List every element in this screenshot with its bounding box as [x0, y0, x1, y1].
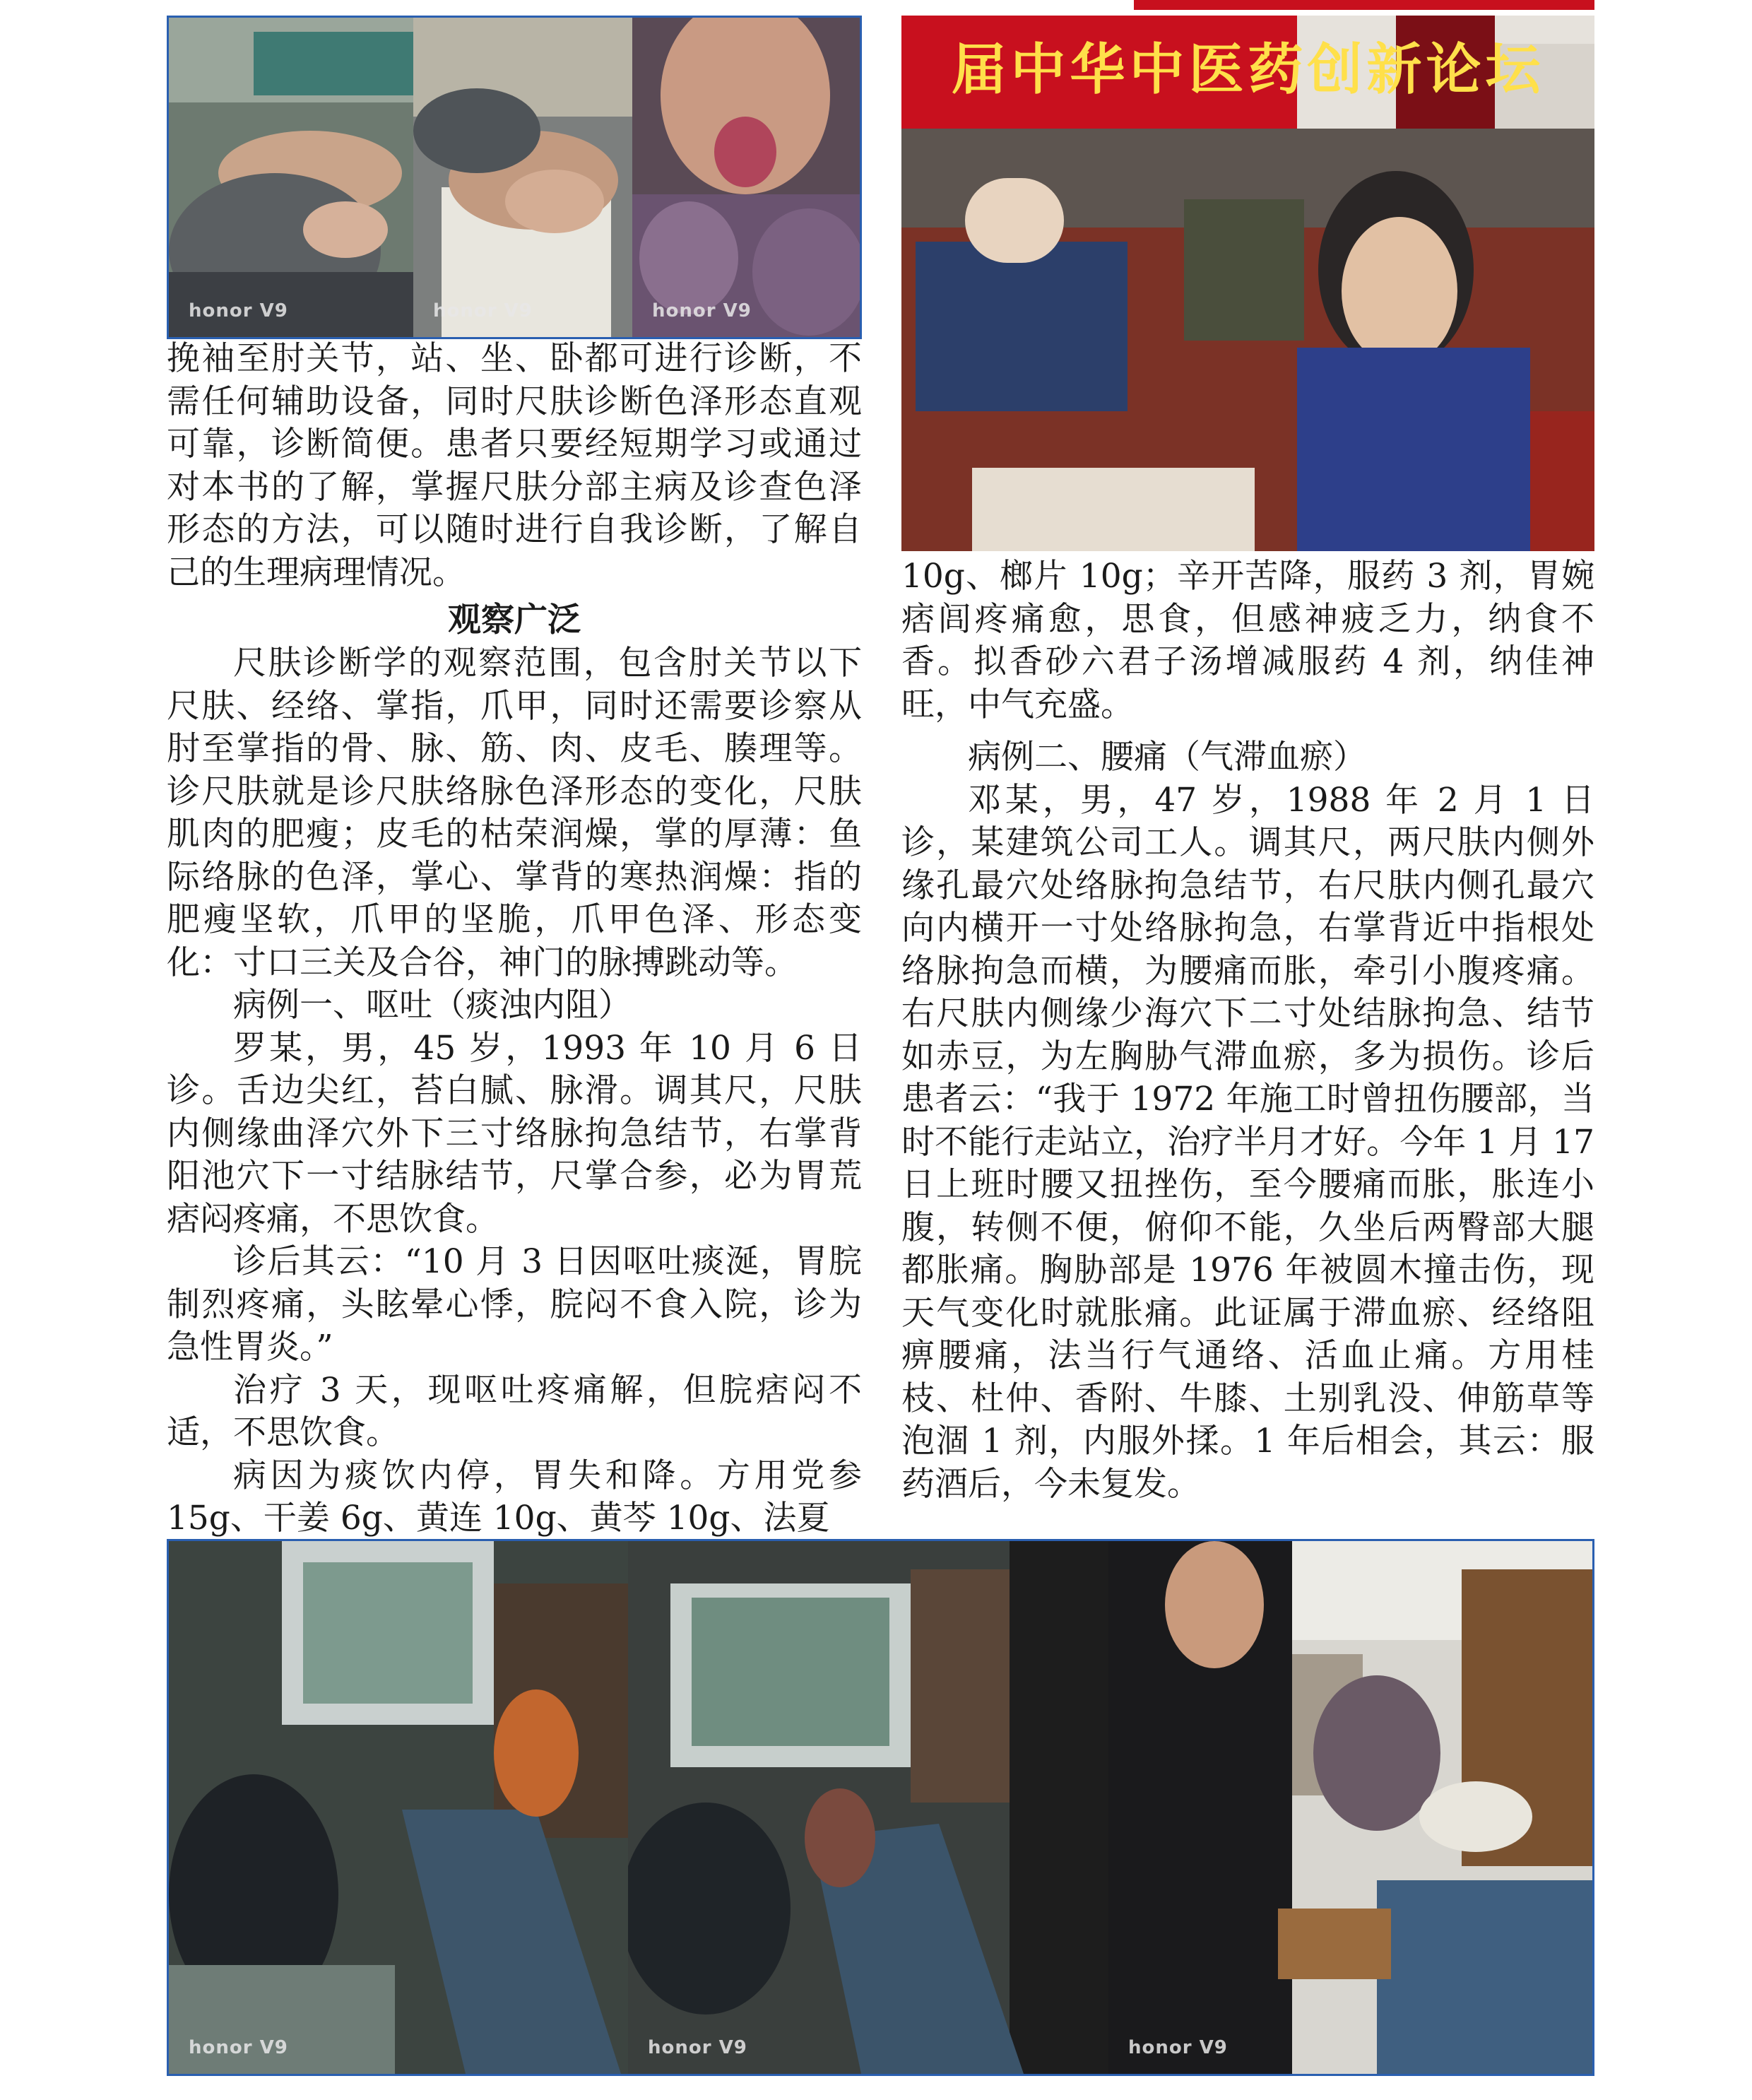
conference-banner-text: 届中华中医药创新论坛 [951, 37, 1545, 102]
watermark: honor V9 [189, 300, 288, 322]
top-left-photo-strip [167, 16, 862, 339]
watermark: honor V9 [648, 2037, 747, 2058]
photo-pulse-diagnosis-1 [169, 18, 413, 337]
case2-paragraph: 邓某，男，47 岁，1988 年 2 月 1 日诊，某建筑公司工人。调其尺，两尺肤内侧外缘孔最穴处络脉拘急结节，右尺肤内侧孔最穴向内横开一寸处络脉拘急，右掌背近中指根处络脉拘急而横，为腰痛而胀，牵引小腹疼痛。右尺肤内侧缘少海穴下二寸处结脉拘急、结节如赤豆，为左胸胁气滞血瘀，多为损伤。诊后患者云：“我于 1972 年施工时曾扭伤腰部，当时不能行走站立，治疗半月才好。今年 1 月 17 日上班时腰又扭挫伤，至今腰痛而胀，胀连小腹，转侧不便，俯仰不能，久坐后两臀部大腿都胀痛。胸胁部是 1976 年被圆木撞击伤，现天气变化时就胀痛。此证属于滞血瘀、经络阻痹腰痛，法当行气通络、活血止痛。方用桂枝、杜仲、香附、牛膝、土别乳没、伸筋草等泡涸 1 剂，内服外揉。1 年后相会，其云：服药酒后，今未复发。 [901, 780, 1594, 1504]
case1-paragraph-4: 病因为痰饮内停，胃失和降。方用党参 15g、干姜 6g、黄连 10g、黄芩 10g、法夏 [167, 1456, 862, 1538]
case2-title: 病例二、腰痛（气滞血瘀） [968, 738, 1366, 777]
case1-paragraph-3: 治疗 3 天，现呕吐疼痛解，但脘痞闷不适，不思饮食。 [167, 1370, 862, 1452]
photo-pharmacy-dispensing [1108, 1541, 1594, 2074]
right-text-column [901, 555, 1594, 1506]
photo-conference [901, 16, 1594, 551]
case1-continued-paragraph: 10g、榔片 10g；辛开苦降，服药 3 剂，胃婉痞闾疼痛愈，思食，但感神疲乏力，纳食不香。拟香砂六君子汤增减服药 4 剂，纳佳神旺，中气充盛。 [901, 557, 1594, 724]
case1-title: 病例一、呕吐（痰浊内阻） [233, 986, 632, 1025]
observe-paragraph: 尺肤诊断学的观察范围，包含肘关节以下尺肤、经络、掌指，爪甲，同时还需要诊察从肘至掌指的骨、脉、筋、肉、皮毛、腠理等。诊尺肤就是诊尺肤络脉色泽形态的变化，尺肤肌肉的肥瘦；皮毛的枯荣润燥，掌的厚薄：鱼际络脉的色泽，掌心、掌背的寒热润燥：指的肥瘦坚软，爪甲的坚脆，爪甲色泽、形态变化：寸口三关及合谷，神门的脉搏跳动等。 [167, 644, 862, 982]
photo-clinic-consultation [628, 1541, 1108, 2074]
section-heading: 观察广泛 [448, 601, 581, 639]
photo-clinic-waiting-room [169, 1541, 628, 2074]
left-text-column [167, 338, 862, 1540]
top-accent-bar [1134, 0, 1594, 10]
bottom-photo-strip [167, 1539, 1594, 2076]
watermark: honor V9 [652, 300, 752, 322]
case1-paragraph-1: 罗某，男，45 岁，1993 年 10 月 6 日诊。舌边尖红，苔白腻、脉滑。调其尺，尺肤内侧缘曲泽穴外下三寸络脉拘急结节，右掌背阳池穴下一寸结脉结节，尺掌合参，必为胃荒痞闷疼痛，不思饮食。 [167, 1028, 862, 1239]
watermark: honor V9 [189, 2037, 288, 2058]
photo-pulse-diagnosis-2 [413, 18, 632, 337]
intro-paragraph: 挽袖至肘关节，站、坐、卧都可进行诊断，不需任何辅助设备，同时尺肤诊断色泽形态直观可靠，诊断简便。患者只要经短期学习或通过对本书的了解，掌握尺肤分部主病及诊查色泽形态的方法，可以随时进行自我诊断，了解自己的生理病理情况。 [167, 339, 862, 592]
case1-paragraph-2: 诊后其云：“10 月 3 日因呕吐痰涎，胃脘制烈疼痛，头眩晕心悸，脘闷不食入院，诊为急性胃炎。” [167, 1242, 862, 1367]
photo-tongue-diagnosis [632, 18, 862, 337]
watermark: honor V9 [1128, 2037, 1228, 2058]
watermark: honor V9 [433, 300, 533, 322]
